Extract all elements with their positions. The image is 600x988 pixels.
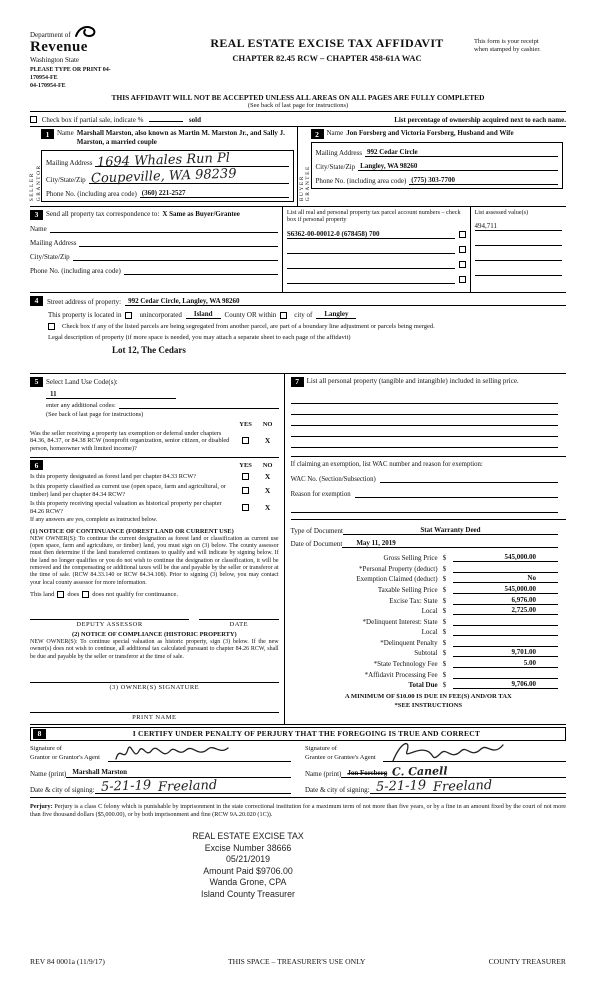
- row-label: Total Due: [408, 681, 438, 690]
- seller-mailing-label: Mailing Address: [46, 159, 93, 168]
- grantor-agent-label: Grantor or Grantor's Agent: [30, 753, 100, 761]
- taxable-selling-price-row: [291, 583, 558, 594]
- parcel-row: [287, 230, 466, 239]
- perjury-paragraph: [30, 803, 566, 819]
- city-value: Langley: [316, 310, 356, 319]
- buyer-mailing-label: Mailing Address: [315, 149, 362, 158]
- grantee-name-print-label: Name (print): [305, 770, 342, 779]
- section-5-number: 5: [30, 377, 43, 387]
- additional-codes-row: [46, 401, 279, 409]
- current-use-question: Is this property classified as current use (open space, farm and agricultural, or timber) land per chapter 84.34 RCW?: [30, 483, 226, 498]
- dollar-sign: $: [442, 649, 447, 658]
- certify-statement: I CERTIFY UNDER PENALTY OF PERJURY THAT THE FOREGOING IS TRUE AND CORRECT: [132, 729, 481, 739]
- subtotal-row: [291, 647, 558, 658]
- buyer-citystate-row: [316, 162, 559, 171]
- personal-property-blank-line: [291, 426, 558, 437]
- minimum-fee-note: A MINIMUM OF $10.00 IS DUE IN FEE(S) AND/OR TAX: [344, 693, 512, 701]
- document-type-row: [291, 526, 558, 535]
- street-address-value: 992 Cedar Circle, Langley, WA 98260: [125, 297, 566, 306]
- parcel-number-blank: [287, 275, 455, 284]
- tax-correspondence-section: [30, 207, 566, 293]
- assessed-values-column: [470, 207, 566, 292]
- row-label: Local: [421, 628, 438, 637]
- legal-description-label: Legal description of property (if more space is needed, you may attach a separate sheet to each page of the affidavit): [48, 333, 351, 341]
- excise-tax-local-row: [291, 605, 558, 616]
- row-value: No: [453, 574, 558, 583]
- corr-citystate-label: City/State/Zip: [30, 252, 70, 261]
- total-due-row: [291, 679, 558, 690]
- buyer-name-label: Name: [326, 129, 344, 138]
- deputy-date-label: DATE: [229, 620, 249, 628]
- exemption-reason-row: [291, 489, 558, 498]
- segregated-checkbox: [48, 323, 55, 330]
- personal-property-blank-line: [291, 437, 558, 448]
- print-name-label: PRINT NAME: [132, 713, 177, 721]
- stamp-amount-paid: Amount Paid $9706.00: [203, 865, 293, 876]
- buyer-grantee-vertical-label: [300, 129, 311, 201]
- washington-state-label: Washington State: [30, 56, 80, 64]
- corr-mailing-label: Mailing Address: [30, 238, 77, 247]
- buyer-mailing-row: [316, 148, 559, 157]
- dollar-sign: $: [442, 564, 447, 573]
- header-divider: [30, 111, 566, 112]
- certification-section: [30, 725, 566, 799]
- row-label: Local: [421, 607, 438, 616]
- dollar-sign: $: [442, 628, 447, 637]
- row-label: *Affidavit Processing Fee: [364, 670, 438, 679]
- deputy-assessor-row: [30, 612, 279, 628]
- seller-mailing-value: 1694 Whales Run Pl: [97, 150, 231, 171]
- state-technology-fee-row: [291, 657, 558, 668]
- dollar-sign: $: [442, 638, 447, 647]
- personal-property-checkbox: [459, 231, 466, 238]
- exemption-claimed-row: [291, 573, 558, 584]
- send-correspondence-label: Send all property tax correspondence to:: [46, 209, 160, 218]
- grantee-signature-block: [305, 745, 566, 763]
- row-value: [453, 617, 558, 626]
- buyer-phone-row: [316, 176, 559, 185]
- parcel-row: [287, 245, 466, 254]
- delinquent-interest-state-row: [291, 615, 558, 626]
- row-label: Gross Selling Price: [383, 554, 438, 563]
- stamp-office: Island County Treasurer: [201, 888, 295, 899]
- row-value: [453, 564, 558, 573]
- row-label: *State Technology Fee: [373, 660, 438, 669]
- grantee-date-value: 5-21-19: [375, 778, 426, 796]
- dollar-sign: $: [442, 554, 447, 563]
- assessed-value-blank: [475, 267, 562, 276]
- sold-label: sold: [188, 116, 201, 125]
- row-value: 9,706.00: [453, 680, 558, 689]
- section-8-number: 8: [33, 729, 46, 739]
- grantee-name-typed: Jon Forsberg: [347, 769, 388, 778]
- personal-property-blank-line: [291, 404, 558, 415]
- document-date-row: [291, 539, 558, 548]
- deferral-no-mark: X: [264, 436, 271, 446]
- buyer-section: [297, 127, 567, 205]
- print-name-line: [30, 703, 279, 713]
- grantor-date-city: [30, 778, 291, 796]
- document-type-value: Stat Warranty Deed: [343, 526, 558, 535]
- name-print-row: [30, 764, 566, 779]
- seller-phone-row: [46, 189, 289, 198]
- deputy-date-line: [199, 612, 279, 620]
- does-label: does: [67, 590, 80, 598]
- unincorporated-checkbox: [125, 312, 132, 319]
- does-checkbox: [57, 591, 64, 598]
- seller-word: SELLER: [29, 172, 36, 202]
- row-value: [453, 670, 558, 679]
- grantor-name-print-label: Name (print): [30, 770, 67, 779]
- personal-property-header: List all personal property (tangible and intangible) included in selling price.: [306, 376, 519, 385]
- deferral-question: Was the seller receiving a property tax exemption or deferral under chapters 84.36, 84.37, or 84.38 RCW (nonprofit organization, senior citizen, or disabled person, homeowner with limited income)?: [30, 429, 230, 452]
- owner-signature-label: (3) OWNER(S) SIGNATURE: [109, 683, 200, 691]
- affidavit-processing-fee-row: [291, 668, 558, 679]
- personal-property-deduct-row: [291, 562, 558, 573]
- property-address-section: [30, 293, 566, 374]
- corr-phone-row: [30, 266, 278, 275]
- buyer-name-value: Jon Forsberg and Victoria Forsberg, Husband and Wife: [346, 129, 514, 138]
- no-label: NO: [262, 420, 273, 428]
- wac-number-label: WAC No. (Section/Subsection): [290, 475, 376, 483]
- no-label-6: NO: [262, 461, 273, 469]
- see-instructions-note: *SEE INSTRUCTIONS: [394, 701, 463, 709]
- stamp-date: 05/21/2019: [225, 854, 271, 865]
- does-not-checkbox: [82, 591, 89, 598]
- stamp-title: REAL ESTATE EXCISE TAX: [192, 831, 304, 842]
- seller-citystate-label: City/State/Zip: [46, 175, 86, 184]
- does-not-label: does not qualify for continuance.: [92, 590, 179, 598]
- current-use-no-mark: X: [264, 486, 271, 496]
- print-note-line: PLEASE TYPE OR PRINT 04-: [30, 67, 111, 73]
- grantor-date-value: 5-21-19: [100, 778, 151, 796]
- deputy-assessor-label: DEPUTY ASSESSOR: [76, 620, 143, 628]
- personal-property-checkbox: [459, 246, 466, 253]
- land-use-code-value: 11: [46, 390, 176, 399]
- treasurer-use-label: THIS SPACE – TREASURER'S USE ONLY: [227, 957, 366, 966]
- excise-tax-state-row: [291, 594, 558, 605]
- gross-selling-price-row: [291, 552, 558, 563]
- buyer-fieldbox: [311, 142, 564, 189]
- delinquent-penalty-row: [291, 636, 558, 647]
- deputy-assessor-line: [30, 612, 189, 620]
- form-revision: REV 84 0001a (11/9/17): [30, 957, 105, 966]
- row-value: [453, 638, 558, 647]
- unincorporated-label: unincorporated: [139, 310, 182, 319]
- revenue-label: Revenue: [30, 39, 88, 55]
- seller-citystate-value: Coupeville, WA 98239: [90, 166, 237, 187]
- grantee-name-print: [305, 764, 566, 779]
- seller-phone-label: Phone No. (including area code): [46, 189, 137, 198]
- corr-mailing-row: [30, 238, 278, 247]
- parcel-row: [287, 275, 466, 284]
- parcel-number-value: S6362-00-00012-0 (678458) 700: [287, 230, 455, 239]
- parcel-numbers-header: List all real and personal property tax parcel account numbers – check box if personal property: [286, 208, 461, 224]
- row-label: Excise Tax: State: [389, 596, 438, 605]
- parcel-numbers-column: [282, 207, 470, 292]
- row-value: [453, 627, 558, 636]
- excise-table: [291, 552, 566, 690]
- completion-warning: THIS AFFIDAVIT WILL NOT BE ACCEPTED UNLESS ALL AREAS ON ALL PAGES ARE FULLY COMPLETED: [111, 93, 485, 103]
- continuance-line: [30, 591, 279, 598]
- legal-description-value: Lot 12, The Cedars: [112, 344, 186, 355]
- forest-yes-checkbox: [242, 473, 249, 480]
- notice-compliance-text: NEW OWNER(S): To continue special valuation as historic property, sign (3) below. If the new owner(s) does not wish to continue, all additional tax calculated pursuant to chapter 84.26 RCW, shall be due and payable by the seller or transferor at the time of sale.: [30, 638, 279, 660]
- row-label: Taxable Selling Price: [377, 585, 438, 594]
- form-number-block: [30, 67, 180, 90]
- assessed-value-blank: [475, 252, 562, 261]
- document-date-value: May 11, 2019: [342, 539, 558, 548]
- grantee-name-handwritten: C. Canell: [392, 764, 449, 779]
- row-label: *Delinquent Penalty: [380, 638, 438, 647]
- county-value: Island: [186, 310, 221, 319]
- assessed-value-blank: [475, 237, 562, 246]
- parcel-row: [287, 260, 466, 269]
- grantee-signature-of-label: Signature of: [305, 744, 337, 752]
- form-title: REAL ESTATE EXCISE TAX AFFIDAVIT: [210, 36, 444, 50]
- grantee-date-city: [305, 778, 566, 796]
- exemption-claim-label: If claiming an exemption, list WAC number and reason for exemption:: [291, 456, 566, 468]
- corr-name-label: Name: [30, 224, 47, 233]
- partial-sale-label: Check box if partial sale, indicate %: [41, 116, 144, 125]
- dollar-sign: $: [442, 607, 447, 616]
- row-value: 9,701.00: [453, 648, 558, 657]
- seller-grantor-vertical-label: [30, 129, 41, 201]
- forest-land-question: Is this property designated as forest land per chapter 84.33 RCW?: [30, 472, 196, 480]
- deferral-question-row: [30, 430, 279, 453]
- mid-columns: [30, 374, 566, 725]
- dollar-sign: $: [442, 585, 447, 594]
- buyer-word: BUYER: [298, 175, 305, 202]
- form-header: [30, 24, 566, 90]
- partial-sale-checkbox: [30, 116, 37, 123]
- historic-question-row: [30, 500, 279, 515]
- seller-section: [30, 127, 297, 205]
- section-7-number: 7: [291, 377, 304, 387]
- segregated-label: Check box if any of the listed parcels are being segregated from another parcel, are part of a boundary line adjustment or parcels being merged.: [62, 322, 435, 330]
- dollar-sign: $: [442, 681, 447, 690]
- title-block: [180, 24, 474, 63]
- personal-property-blank-line: [291, 393, 558, 404]
- section-3-number: 3: [30, 210, 43, 220]
- signature-row: [30, 745, 566, 763]
- perjury-text: Perjury is a class C felony which is punishable by imprisonment in the state correctional institution for a maximum term of not more than five years, or by a fine in an amount fixed by the court of not more than five thousand dollars ($5,000.00), or by both imprisonment and fine (RCW 9A.20.020 (1C)).: [30, 803, 567, 819]
- parties-section: [30, 126, 566, 206]
- right-column: [285, 374, 566, 724]
- exemption-reason-row2: [291, 504, 558, 513]
- grantor-signature: [112, 739, 232, 765]
- current-use-yes-checkbox: [242, 487, 249, 494]
- row-value: 545,000.00: [453, 553, 558, 562]
- wac-number-row: [291, 474, 558, 483]
- additional-codes-label: enter any additional codes:: [46, 401, 116, 409]
- grantee-date-city-label: Date & city of signing:: [305, 786, 370, 795]
- treasurer-stamp: [148, 831, 348, 900]
- personal-property-checkbox: [459, 276, 466, 283]
- land-use-label: Select Land Use Code(s):: [46, 377, 118, 386]
- section-4-number: 4: [30, 296, 43, 306]
- buyer-phone-label: Phone No. (including area code): [315, 177, 407, 186]
- grantor-date-city-label: Date & city of signing:: [30, 786, 95, 795]
- partial-percent-blank: [149, 114, 183, 122]
- grantee-agent-label: Grantee or Grantee's Agent: [305, 753, 376, 761]
- assessed-values-header: List assessed value(s): [474, 208, 529, 216]
- grantee-city-value: Freeland: [432, 778, 493, 796]
- dollar-sign: $: [442, 670, 447, 679]
- row-value: 6,976.00: [453, 596, 558, 605]
- section-2-number: 2: [311, 129, 324, 139]
- stamp-treasurer-name: Wanda Grone, CPA: [209, 877, 287, 888]
- forest-land-question-row: [30, 472, 279, 481]
- ownership-note: List percentage of ownership acquired next to each name.: [394, 116, 566, 125]
- dollar-sign: $: [442, 596, 447, 605]
- form-number-line1: 170954-FE: [30, 74, 58, 81]
- historic-question: Is this property receiving special valuation as historical property per chapter 84.26 RCW?: [30, 500, 222, 515]
- row-label: *Personal Property (deduct): [359, 564, 438, 573]
- forest-no-mark: X: [264, 472, 271, 482]
- date-city-row: [30, 778, 566, 796]
- row-label: Exemption Claimed (deduct): [356, 575, 438, 584]
- historic-no-mark: X: [264, 503, 271, 513]
- dollar-sign: $: [442, 617, 447, 626]
- buyer-citystate-label: City/State/Zip: [315, 163, 356, 172]
- county-or-within-label: County OR within: [224, 310, 277, 319]
- street-address-label: Street address of property:: [47, 297, 122, 306]
- grantor-name-print: [30, 767, 291, 778]
- city-checkbox: [280, 312, 287, 319]
- personal-property-blank-line: [291, 415, 558, 426]
- yes-label: YES: [239, 420, 252, 428]
- receipt-note-line1: This form is your receipt: [474, 38, 539, 45]
- buyer-citystate-value: Langley, WA 98260: [358, 162, 558, 171]
- exemption-reason-label: Reason for exemption: [290, 490, 351, 498]
- correspondence-column: [30, 207, 282, 292]
- row-label: *Delinquent Interest: State: [362, 617, 438, 626]
- seller-phone-value: (360) 221-2527: [140, 189, 289, 198]
- yes-label-6: YES: [239, 461, 252, 469]
- corr-name-row: [30, 224, 278, 233]
- seller-mailing-row: [46, 150, 289, 171]
- this-land-label: This land: [30, 590, 55, 598]
- yes-no-header-5: [30, 421, 279, 428]
- see-back-note: (See back of last page for instructions): [247, 102, 349, 110]
- buyer-mailing-value: 992 Cedar Circle: [365, 148, 558, 157]
- see-back-instructions: (See back of last page for instructions): [46, 410, 144, 418]
- notice-continuance-text: NEW OWNER(S): To continue the current designation as forest land or classification as current use (open space, farm and agriculture, or timber) land, you must sign on (3) below. The county assessor must then determine if the land transferred continues to qualify and will indicate by signing below. If the land no longer qualifies or you do not wish to continue the designation or classification, it will be removed and the compensating or additional taxes will be due and payable by the seller or transferor at the time of sale. (RCW 84.33.140 or RCW 84.34.108). Prior to signing (3) below, you may contact your local county assessor for more information.: [30, 535, 279, 586]
- dor-swirl-icon: [74, 24, 98, 39]
- personal-property-checkbox: [459, 261, 466, 268]
- stamp-excise-number: Excise Number 38666: [204, 842, 292, 853]
- form-subtitle: CHAPTER 82.45 RCW – CHAPTER 458-61A WAC: [232, 53, 422, 63]
- grantee-signature: [387, 737, 507, 767]
- deferral-yes-checkbox: [242, 437, 249, 444]
- seller-name-value: Marshall Marston, also known as Martin M. Marston Jr., and Sally J. Marston, a married couple: [76, 129, 285, 147]
- parcel-number-blank: [287, 260, 455, 269]
- notice-continuance-title: (1) NOTICE OF CONTINUANCE (FOREST LAND OR CURRENT USE): [30, 527, 234, 535]
- seller-citystate-row: [46, 166, 289, 187]
- department-of-label: Department of: [30, 31, 71, 39]
- owner-signature-line: [30, 673, 279, 683]
- row-value: 5.00: [453, 659, 558, 668]
- if-yes-note: If any answers are yes, complete as instructed below.: [30, 517, 158, 524]
- assessed-value: 494,711: [475, 222, 562, 231]
- grantor-signature-block: [30, 745, 291, 763]
- receipt-note-line2: when stamped by cashier.: [474, 46, 541, 54]
- form-number-line2: 04-170954-FE: [30, 82, 66, 89]
- county-treasurer-label: COUNTY TREASURER: [488, 957, 566, 966]
- partial-sale-row: [30, 114, 566, 124]
- left-column: [30, 374, 285, 724]
- grantee-word: GRANTEE: [305, 165, 311, 202]
- same-as-buyer-value: X Same as Buyer/Grantee: [162, 209, 240, 218]
- corr-citystate-row: [30, 252, 278, 261]
- grantor-word: GRANTOR: [35, 164, 42, 202]
- grantor-city-value: Freeland: [157, 778, 218, 796]
- current-use-question-row: [30, 483, 279, 498]
- historic-yes-checkbox: [242, 504, 249, 511]
- partial-sale-left: [30, 114, 201, 124]
- dor-logo: [30, 24, 180, 90]
- document-type-label: Type of Document: [290, 526, 343, 535]
- grantor-signature-of-label: Signature of: [30, 744, 62, 752]
- section-1-number: 1: [41, 129, 54, 139]
- corr-phone-label: Phone No. (including area code): [30, 266, 121, 275]
- delinquent-interest-local-row: [291, 626, 558, 637]
- page-footer: [30, 957, 566, 966]
- seller-name-label: Name: [57, 129, 74, 138]
- row-label: Subtotal: [414, 649, 438, 658]
- section-6-number: 6: [30, 460, 43, 470]
- buyer-phone-value: (775) 303-7700: [409, 176, 558, 185]
- row-value: 2,725.00: [453, 606, 558, 615]
- grantor-name-value: Marshall Marston: [66, 768, 291, 778]
- dollar-sign: $: [442, 575, 447, 584]
- document-block: [291, 519, 566, 548]
- dollar-sign: $: [442, 660, 447, 669]
- notice-compliance-title: (2) NOTICE OF COMPLIANCE (HISTORIC PROPERTY): [71, 630, 237, 638]
- parcel-number-blank: [287, 245, 455, 254]
- located-in-label: This property is located in: [48, 310, 122, 319]
- row-value: 545,000.00: [453, 585, 558, 594]
- perjury-title: Perjury:: [30, 803, 53, 811]
- receipt-note: [474, 24, 566, 55]
- document-date-label: Date of Document: [290, 539, 343, 548]
- city-of-label: city of: [294, 310, 313, 319]
- seller-fieldbox: [41, 150, 294, 202]
